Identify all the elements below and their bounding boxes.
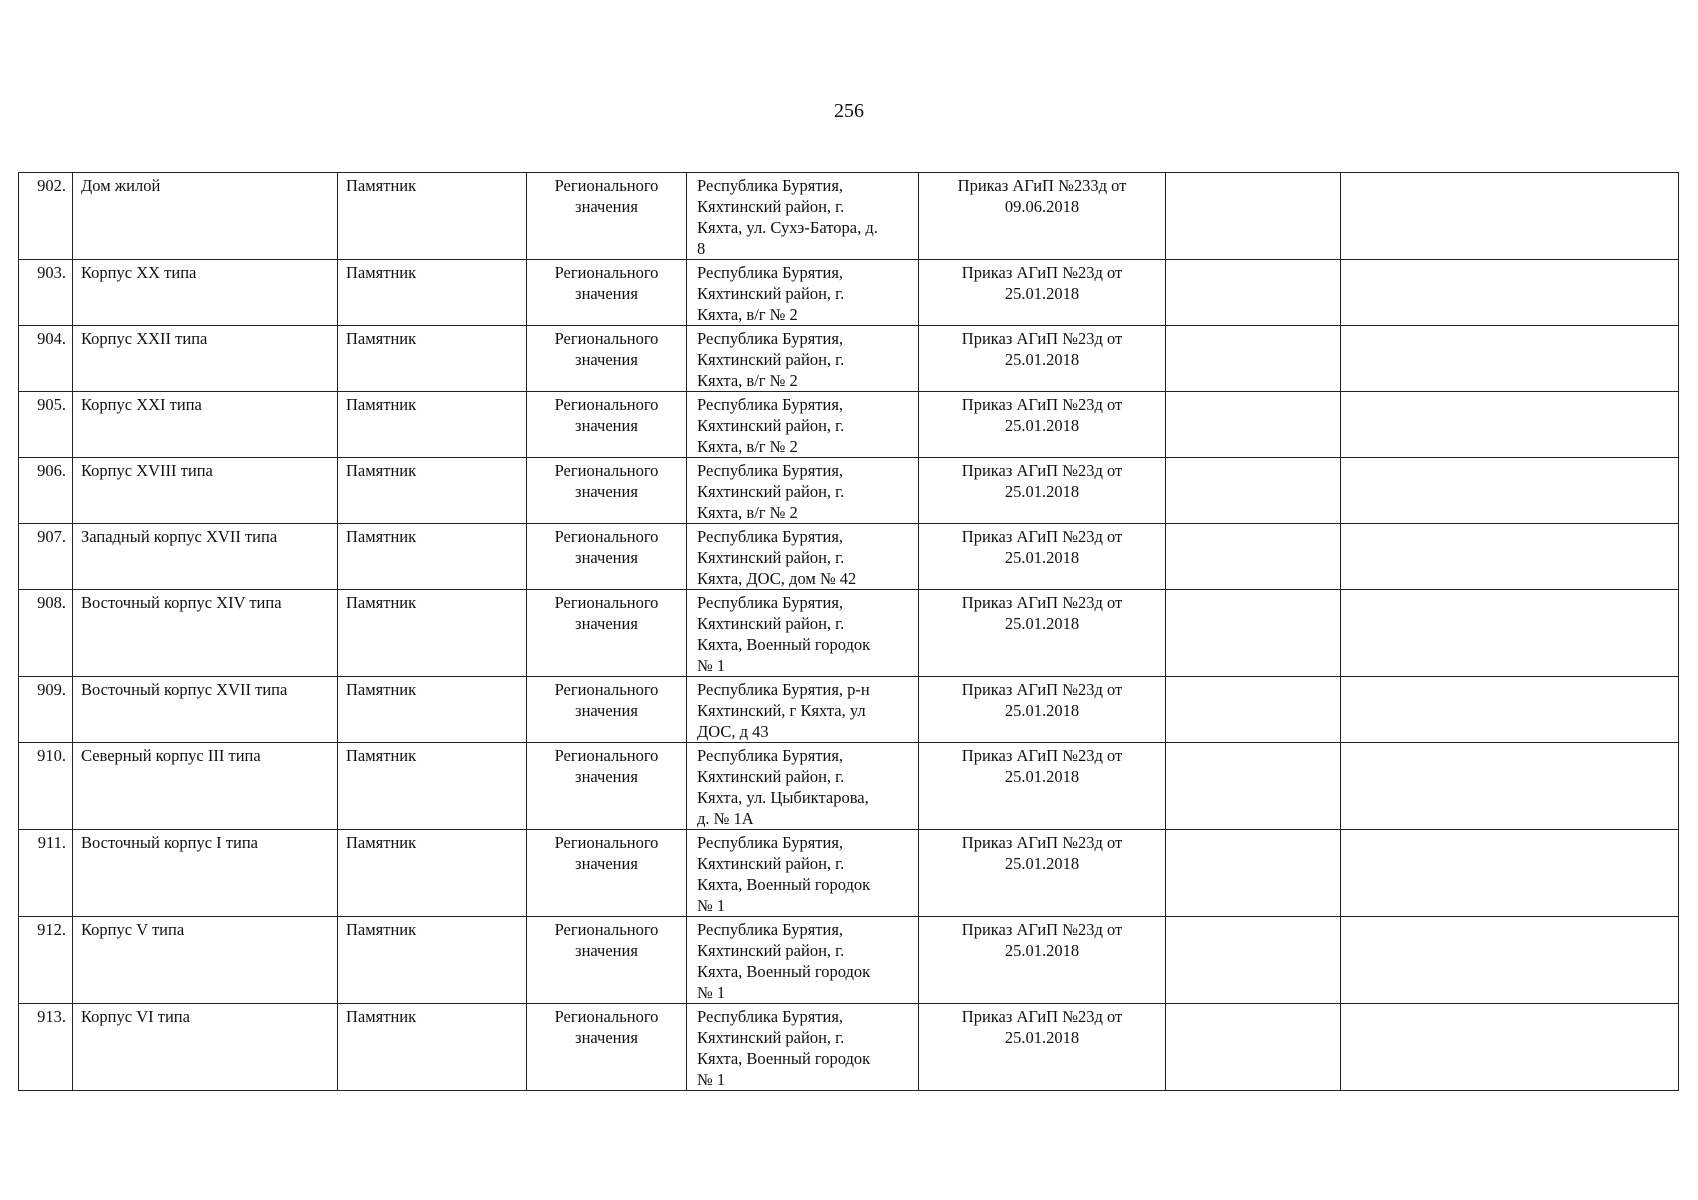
document-cell: Приказ АГиП №23д от 25.01.2018 <box>919 1004 1166 1091</box>
empty-cell <box>1341 1004 1679 1091</box>
table-row <box>19 392 1679 458</box>
document-cell: Приказ АГиП №233д от 09.06.2018 <box>919 173 1166 260</box>
empty-cell <box>1166 590 1341 677</box>
address-cell: Республика Бурятия, Кяхтинский район, г. Кяхта, в/г № 2 <box>687 458 919 524</box>
significance-category-cell: Регионального значения <box>527 326 687 392</box>
significance-category-cell: Регионального значения <box>527 173 687 260</box>
address-cell: Республика Бурятия, Кяхтинский район, г. Кяхта, Военный городок № 1 <box>687 830 919 917</box>
empty-cell <box>1341 260 1679 326</box>
row-number-cell: 905. <box>19 392 73 458</box>
document-cell: Приказ АГиП №23д от 25.01.2018 <box>919 917 1166 1004</box>
object-name-cell: Корпус XX типа <box>73 260 338 326</box>
object-name-cell: Восточный корпус XIV типа <box>73 590 338 677</box>
object-name-cell: Корпус XVIII типа <box>73 458 338 524</box>
empty-cell <box>1341 917 1679 1004</box>
significance-category-cell: Регионального значения <box>527 458 687 524</box>
empty-cell <box>1166 326 1341 392</box>
table-row <box>19 917 1679 1004</box>
empty-cell <box>1166 917 1341 1004</box>
object-type-cell: Памятник <box>338 173 527 260</box>
page-number: 256 <box>834 100 864 122</box>
significance-category-cell: Регионального значения <box>527 590 687 677</box>
object-type-cell: Памятник <box>338 743 527 830</box>
row-number-cell: 913. <box>19 1004 73 1091</box>
table-row <box>19 743 1679 830</box>
object-name-cell: Корпус XXII типа <box>73 326 338 392</box>
address-cell: Республика Бурятия, Кяхтинский район, г. Кяхта, Военный городок № 1 <box>687 1004 919 1091</box>
document-cell: Приказ АГиП №23д от 25.01.2018 <box>919 830 1166 917</box>
significance-category-cell: Регионального значения <box>527 830 687 917</box>
table-body <box>19 173 1679 1091</box>
address-cell: Республика Бурятия, Кяхтинский район, г. Кяхта, ул. Сухэ-Батора, д. 8 <box>687 173 919 260</box>
empty-cell <box>1341 524 1679 590</box>
object-type-cell: Памятник <box>338 260 527 326</box>
table-row <box>19 524 1679 590</box>
row-number-cell: 908. <box>19 590 73 677</box>
object-type-cell: Памятник <box>338 677 527 743</box>
table-row <box>19 830 1679 917</box>
address-cell: Республика Бурятия, Кяхтинский район, г. Кяхта, в/г № 2 <box>687 260 919 326</box>
empty-cell <box>1341 392 1679 458</box>
table-row <box>19 590 1679 677</box>
row-number-cell: 912. <box>19 917 73 1004</box>
empty-cell <box>1341 326 1679 392</box>
row-number-cell: 904. <box>19 326 73 392</box>
object-type-cell: Памятник <box>338 1004 527 1091</box>
object-name-cell: Восточный корпус I типа <box>73 830 338 917</box>
table-row <box>19 1004 1679 1091</box>
document-cell: Приказ АГиП №23д от 25.01.2018 <box>919 590 1166 677</box>
empty-cell <box>1166 743 1341 830</box>
address-cell: Республика Бурятия, Кяхтинский район, г. Кяхта, ДОС, дом № 42 <box>687 524 919 590</box>
row-number-cell: 911. <box>19 830 73 917</box>
document-cell: Приказ АГиП №23д от 25.01.2018 <box>919 524 1166 590</box>
empty-cell <box>1341 590 1679 677</box>
table-row <box>19 173 1679 260</box>
address-cell: Республика Бурятия, Кяхтинский район, г. Кяхта, Военный городок № 1 <box>687 917 919 1004</box>
row-number-cell: 902. <box>19 173 73 260</box>
address-cell: Республика Бурятия, Кяхтинский район, г. Кяхта, в/г № 2 <box>687 326 919 392</box>
significance-category-cell: Регионального значения <box>527 1004 687 1091</box>
object-name-cell: Корпус XXI типа <box>73 392 338 458</box>
significance-category-cell: Регионального значения <box>527 743 687 830</box>
address-cell: Республика Бурятия, Кяхтинский район, г. Кяхта, Военный городок № 1 <box>687 590 919 677</box>
document-cell: Приказ АГиП №23д от 25.01.2018 <box>919 743 1166 830</box>
table-row <box>19 677 1679 743</box>
empty-cell <box>1166 458 1341 524</box>
empty-cell <box>1341 458 1679 524</box>
empty-cell <box>1166 524 1341 590</box>
significance-category-cell: Регионального значения <box>527 524 687 590</box>
document-cell: Приказ АГиП №23д от 25.01.2018 <box>919 677 1166 743</box>
object-name-cell: Дом жилой <box>73 173 338 260</box>
empty-cell <box>1341 830 1679 917</box>
document-cell: Приказ АГиП №23д от 25.01.2018 <box>919 326 1166 392</box>
empty-cell <box>1341 173 1679 260</box>
object-name-cell: Восточный корпус XVII типа <box>73 677 338 743</box>
empty-cell <box>1166 173 1341 260</box>
significance-category-cell: Регионального значения <box>527 392 687 458</box>
empty-cell <box>1341 743 1679 830</box>
empty-cell <box>1166 830 1341 917</box>
empty-cell <box>1166 392 1341 458</box>
row-number-cell: 906. <box>19 458 73 524</box>
empty-cell <box>1341 677 1679 743</box>
heritage-registry-table <box>18 172 1679 1091</box>
address-cell: Республика Бурятия, Кяхтинский район, г. Кяхта, ул. Цыбиктарова, д. № 1А <box>687 743 919 830</box>
address-cell: Республика Бурятия, Кяхтинский район, г. Кяхта, в/г № 2 <box>687 392 919 458</box>
empty-cell <box>1166 260 1341 326</box>
object-type-cell: Памятник <box>338 524 527 590</box>
empty-cell <box>1166 677 1341 743</box>
object-type-cell: Памятник <box>338 917 527 1004</box>
row-number-cell: 907. <box>19 524 73 590</box>
address-cell: Республика Бурятия, р-н Кяхтинский, г Кяхта, ул ДОС, д 43 <box>687 677 919 743</box>
document-cell: Приказ АГиП №23д от 25.01.2018 <box>919 458 1166 524</box>
object-name-cell: Корпус VI типа <box>73 1004 338 1091</box>
table-row <box>19 326 1679 392</box>
object-type-cell: Памятник <box>338 830 527 917</box>
row-number-cell: 903. <box>19 260 73 326</box>
object-type-cell: Памятник <box>338 326 527 392</box>
table-row <box>19 458 1679 524</box>
object-name-cell: Северный корпус III типа <box>73 743 338 830</box>
significance-category-cell: Регионального значения <box>527 917 687 1004</box>
document-cell: Приказ АГиП №23д от 25.01.2018 <box>919 260 1166 326</box>
row-number-cell: 910. <box>19 743 73 830</box>
object-type-cell: Памятник <box>338 392 527 458</box>
significance-category-cell: Регионального значения <box>527 260 687 326</box>
object-name-cell: Корпус V типа <box>73 917 338 1004</box>
object-type-cell: Памятник <box>338 458 527 524</box>
table-row <box>19 260 1679 326</box>
significance-category-cell: Регионального значения <box>527 677 687 743</box>
object-type-cell: Памятник <box>338 590 527 677</box>
object-name-cell: Западный корпус XVII типа <box>73 524 338 590</box>
document-cell: Приказ АГиП №23д от 25.01.2018 <box>919 392 1166 458</box>
row-number-cell: 909. <box>19 677 73 743</box>
empty-cell <box>1166 1004 1341 1091</box>
